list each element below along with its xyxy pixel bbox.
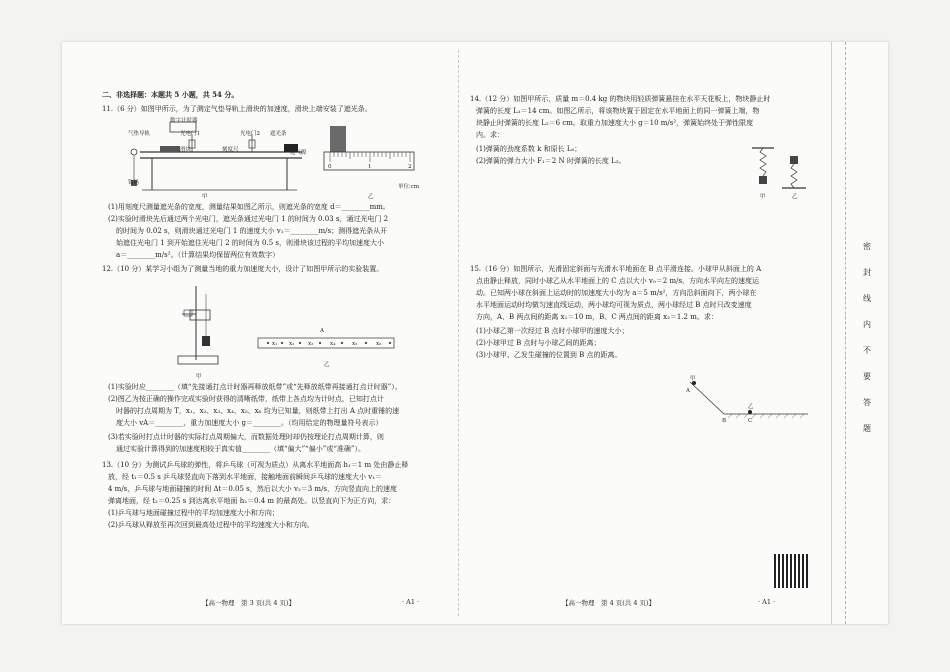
q12-line-4: 度大小 vA＝________，重力加速度大小 g＝________。（均用给定的物理量符号表示） [116, 419, 383, 427]
page-4 [464, 42, 822, 624]
label-jia: 甲 [690, 376, 696, 382]
binding-char-8: 题 [863, 424, 871, 433]
q14-line-5: (1)弹簧的劲度系数 k 和原长 L₀； [476, 145, 582, 153]
exam-sheet [62, 42, 888, 624]
binding-char-1: 密 [863, 242, 871, 251]
section-title: 二、非选择题：本题共 5 小题，共 54 分。 [102, 90, 239, 99]
caption-q12-b: 乙 [324, 362, 330, 368]
q15-line-5: 方向，A、B 两点间的距离 x₁＝10 m，B、C 两点间的距离 x₂＝1.2 m。求： [476, 313, 718, 321]
q11-line-1: (1)用刻度尺测量遮光条的宽度，测量结果如图乙所示，则遮光条的宽度 d＝________mm。 [108, 203, 390, 211]
q12-line-3: 时器的打点周期为 T，x₁、x₂、x₃、x₄、x₅、x₆ 均为已知量，则纸带上打出 A 点时重锤的速 [116, 407, 400, 415]
label-yi: 乙 [748, 404, 754, 410]
tape-x6: x₆ [376, 341, 382, 347]
caption-q11-a: 甲 [202, 194, 208, 200]
q13-line-3: 4 m/s，乒乓球与地面碰撞的时间 Δt＝0.05 s，然后以大小 v₂＝3 m/s，方向竖直向上的速度 [108, 485, 398, 493]
q14-line-3: 块静止时弹簧的长度 L₂＝6 cm。取重力加速度大小 g＝10 m/s²，弹簧始终处于弹性限度 [476, 119, 754, 127]
label-block: 滑块 [180, 147, 192, 153]
q11-stem: 11.（6 分）如图甲所示，为了测定气垫导轨上滑块的加速度，滑块上端安装了遮光条。 [102, 105, 372, 113]
tape-x3: x₃ [308, 341, 314, 347]
q12-line-6: 通过实验计算得到的加速度相较于真实值________（填“偏大”“偏小”或“准确”）。 [116, 445, 365, 453]
footer-code-4: · A1 · [758, 598, 776, 606]
binding-dash-line [845, 42, 846, 624]
label-air: 连气源 [290, 150, 307, 156]
q12-line-5: (3)若实验时打点计时器的实际打点周期偏大，而数据处理时却仍按理论打点周期计算，则 [108, 433, 384, 441]
q14-line-4: 内。求： [476, 131, 504, 139]
caption-q12-a: 甲 [196, 374, 202, 380]
footer-page-4: 【高一物理 第 4 页(共 4 页)】 [562, 599, 656, 607]
binding-char-5: 不 [863, 346, 871, 355]
footer-page-3: 【高一物理 第 3 页(共 4 页)】 [202, 599, 296, 607]
q15-line-7: (2)小球甲过 B 点时与小球乙间的距离； [476, 339, 601, 347]
qr-code [774, 554, 808, 588]
q12-figure-apparatus [166, 280, 246, 370]
q15-line-6: (1)小球乙第一次经过 B 点时小球甲的速度大小； [476, 327, 629, 335]
label-B: B [722, 418, 727, 424]
label-gate2: 光电门2 [240, 131, 260, 137]
q13-line-5: (1)乒乓球与地面碰撞过程中的平均加速度大小和方向； [108, 509, 279, 517]
q15-line-1: 15.（16 分）如图所示，光滑固定斜面与光滑水平地面在 B 点平滑连接。小球甲从斜面上的 A [470, 265, 762, 273]
page-fold [458, 50, 459, 616]
binding-margin [831, 42, 889, 624]
ruler-tick-2: 2 [408, 164, 412, 170]
ruler-unit: 单位:cm [398, 184, 420, 190]
binding-char-6: 要 [863, 372, 871, 381]
footer-code-3: · A1 · [402, 598, 420, 606]
label-gate1: 光电门1 [180, 131, 200, 137]
binding-char-3: 线 [863, 294, 871, 303]
q13-line-2: 放，经 t₁＝0.5 s 乒乓球竖直向下落到水平地面，接触地面前瞬间乒乓球的速度大小 v₁＝ [108, 473, 383, 481]
ruler-tick-0: 0 [328, 164, 332, 170]
tape-x1: x₁ [272, 341, 278, 347]
q12-line-1: (1)实验时应________（填“先接通打点计时器再释放纸带”或“先释放纸带再接通打点计时器”）。 [108, 383, 402, 391]
label-C: C [748, 418, 753, 424]
q14-line-2: 弹簧的长度 L₁＝14 cm。如图乙所示，将该物块置于固定在水平地面上的同一弹簧上端，物 [476, 107, 760, 115]
q11-line-5: a＝________m/s²。（计算结果均保留两位有效数字） [116, 251, 280, 259]
label-timer: 数字计时器 [170, 118, 198, 124]
ruler-tick-1: 1 [368, 164, 372, 170]
caption-q14-b: 乙 [792, 194, 798, 200]
q12-line-2: (2)图乙为按正确的操作完成实验时获得的清晰纸带，纸带上各点均为计时点，已知打点计 [108, 395, 384, 403]
q14-line-6: (2)弹簧的弹力大小 F₁＝2 N 时弹簧的长度 L₃。 [476, 157, 626, 165]
caption-q14-a: 甲 [760, 194, 766, 200]
page-3 [62, 42, 454, 624]
q14-line-1: 14.（12 分）如图甲所示，质量 m＝0.4 kg 的物块用轻质弹簧悬挂在水平天花板上，物块静止时 [470, 95, 771, 103]
q15-figure-incline [682, 372, 812, 422]
binding-char-4: 内 [863, 320, 871, 329]
binding-char-2: 封 [863, 268, 871, 277]
label-scale: 刻度尺 [222, 147, 239, 153]
q11-line-3: 的时间为 0.02 s，则滑块通过光电门 1 的速度大小 v₁＝________m/s；测得遮光条从开 [116, 227, 388, 235]
q13-line-4: 弹离地面，经 t₂＝0.25 s 到达离水平地面 h₂＝0.4 m 的最高处。以竖直向下为正方向，求： [108, 497, 396, 505]
q15-line-2: 点由静止释放，同时小球乙从水平地面上的 C 点以大小 v₀＝2 m/s，方向水平向左的速度运 [476, 277, 760, 285]
q15-line-4: 水平地面运动时均做匀速直线运动，两小球均可视为质点，两小球经过 B 点时只改变速度 [476, 301, 752, 309]
q15-line-3: 动。已知两小球在斜面上运动时的加速度大小均为 a＝5 m/s²，方向沿斜面向下，两小球在 [476, 289, 757, 297]
caption-q11-b: 乙 [368, 194, 374, 200]
label-rail: 气垫导轨 [128, 131, 151, 137]
label-A: A [686, 388, 690, 394]
q14-figure-springs [748, 146, 812, 206]
q11-line-4: 始遮住光电门 1 到开始遮住光电门 2 的时间为 0.5 s，则滑块该过程的平均加速度大小 [116, 239, 384, 247]
tape-point-a: A [320, 328, 324, 334]
tape-x5: x₅ [352, 341, 358, 347]
q13-line-6: (2)乒乓球从释放至再次回到最高处过程中的平均速度大小和方向。 [108, 521, 314, 529]
tape-x4: x₄ [330, 341, 336, 347]
binding-char-7: 答 [863, 398, 871, 407]
q12-stem: 12.（10 分）某学习小组为了测量当地的重力加速度大小，设计了如图甲所示的实验装置。 [102, 265, 384, 273]
label-weight: 钩码 [128, 180, 140, 186]
tape-x2: x₂ [289, 341, 295, 347]
q13-line-1: 13.（10 分）为测试乒乓球的弹性，将乒乓球（可视为质点）从离水平地面高 h₁＝1 m 处由静止释 [102, 461, 409, 469]
q11-line-2: (2)实验时滑块先后通过两个光电门，遮光条通过光电门 1 的时间为 0.03 s，通过光电门 2 [108, 215, 389, 223]
q15-line-8: (3)小球甲、乙发生碰撞的位置到 B 点的距离。 [476, 351, 622, 359]
label-strip: 遮光条 [270, 131, 287, 137]
